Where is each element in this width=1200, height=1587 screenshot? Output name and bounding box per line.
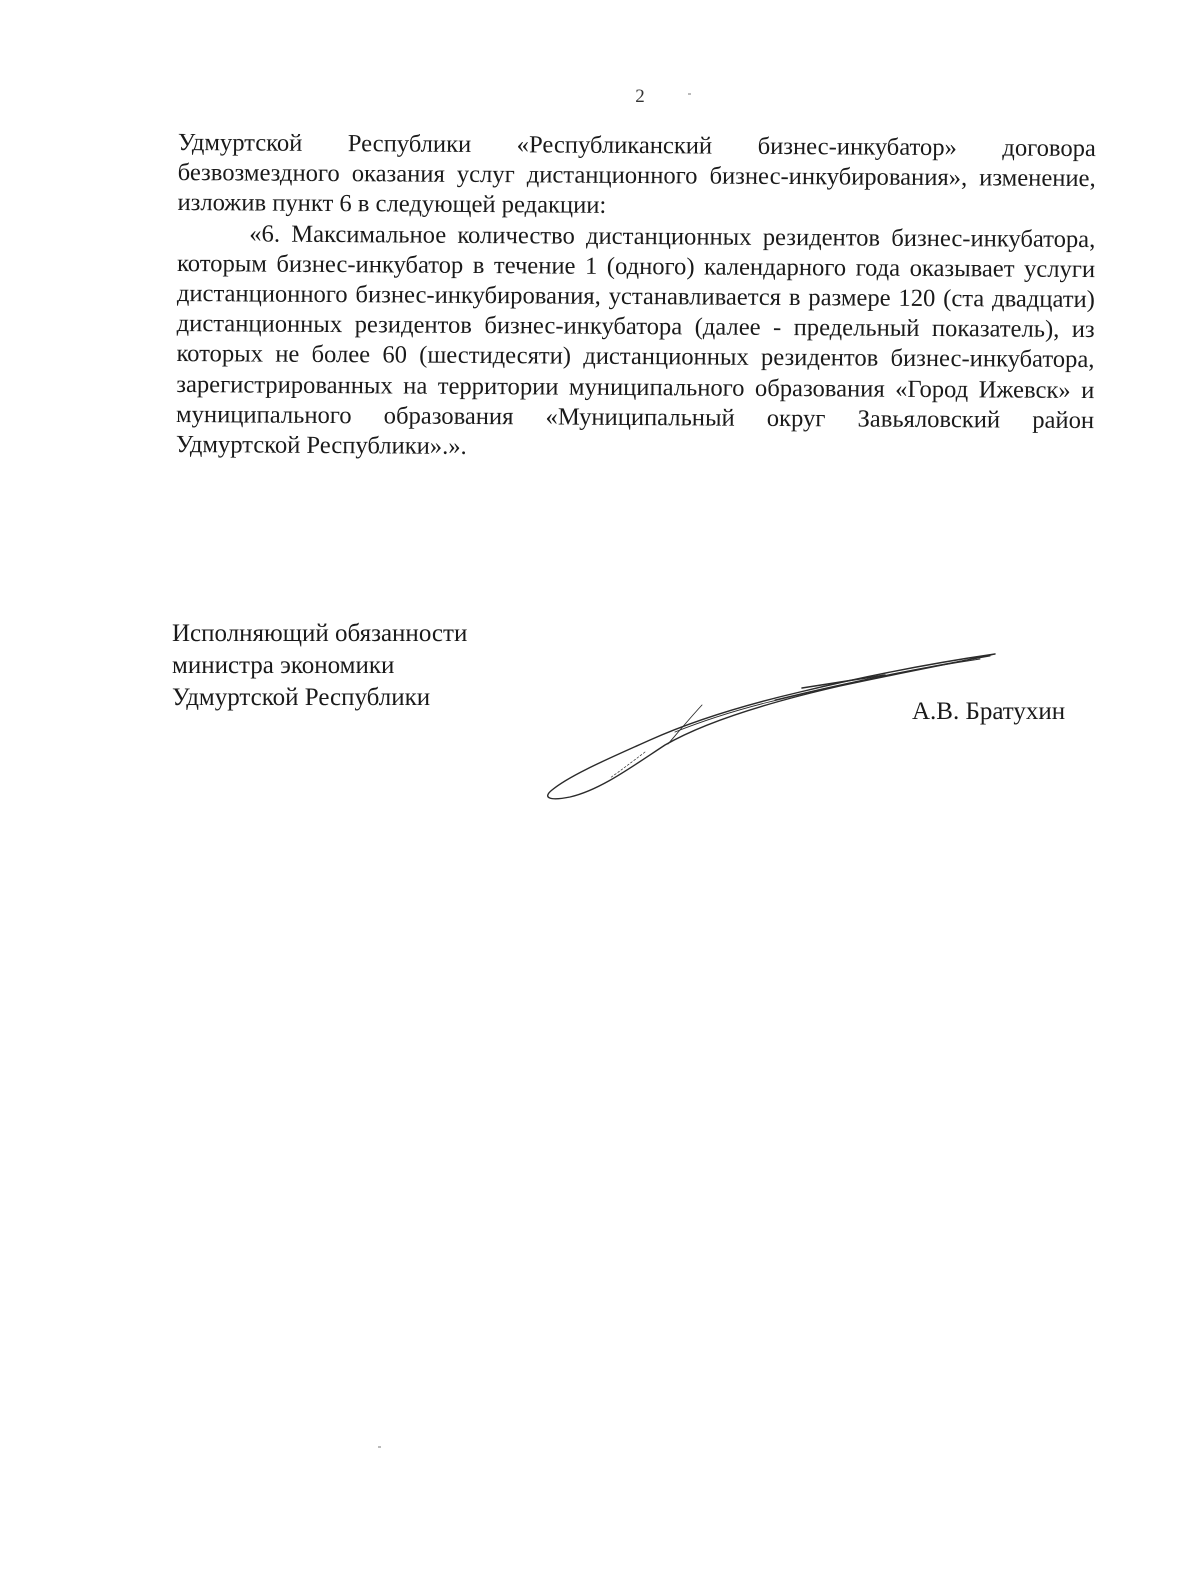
scan-speck (378, 1446, 381, 1448)
document-body (176, 128, 1096, 466)
paragraph-amendment-clause-6: «6. Максимальное количество дистанционных резидентов бизнес-инкубатора, которым бизнес-инкубатор в течение 1 (одного) календарного года оказывает услуги дистанционного бизнес-инкубирования, устанавливается в размере 120 (ста двадцати) дистанционных резидентов бизнес-инкубатора (далее - предельный показатель), из которых не более 60 (шестидесяти) дистанционных резидентов бизнес-инкубатора, зарегистрированных на территории муниципального образования «Город Ижевск» и муниципального образования «Муниципальный округ Завьяловский район Удмуртской Республики».». (175, 220, 1096, 460)
signer-position (172, 618, 467, 714)
signer-position-line: Удмуртской Республики (172, 684, 431, 711)
scan-speck (688, 93, 691, 95)
signer-position-line: министра экономики (172, 652, 395, 679)
signer-position-line: Исполняющий обязанности (172, 620, 468, 647)
paragraph-continuation: Удмуртской Республики «Республиканский бизнес-инкубатор» договора безвозмездного оказания услуг дистанционного бизнес-инкубирования», изменение, изложив пункт 6 в следующей редакции: (177, 128, 1096, 220)
signer-name: А.В. Братухин (912, 698, 1066, 725)
page-number: 2 (635, 86, 645, 107)
